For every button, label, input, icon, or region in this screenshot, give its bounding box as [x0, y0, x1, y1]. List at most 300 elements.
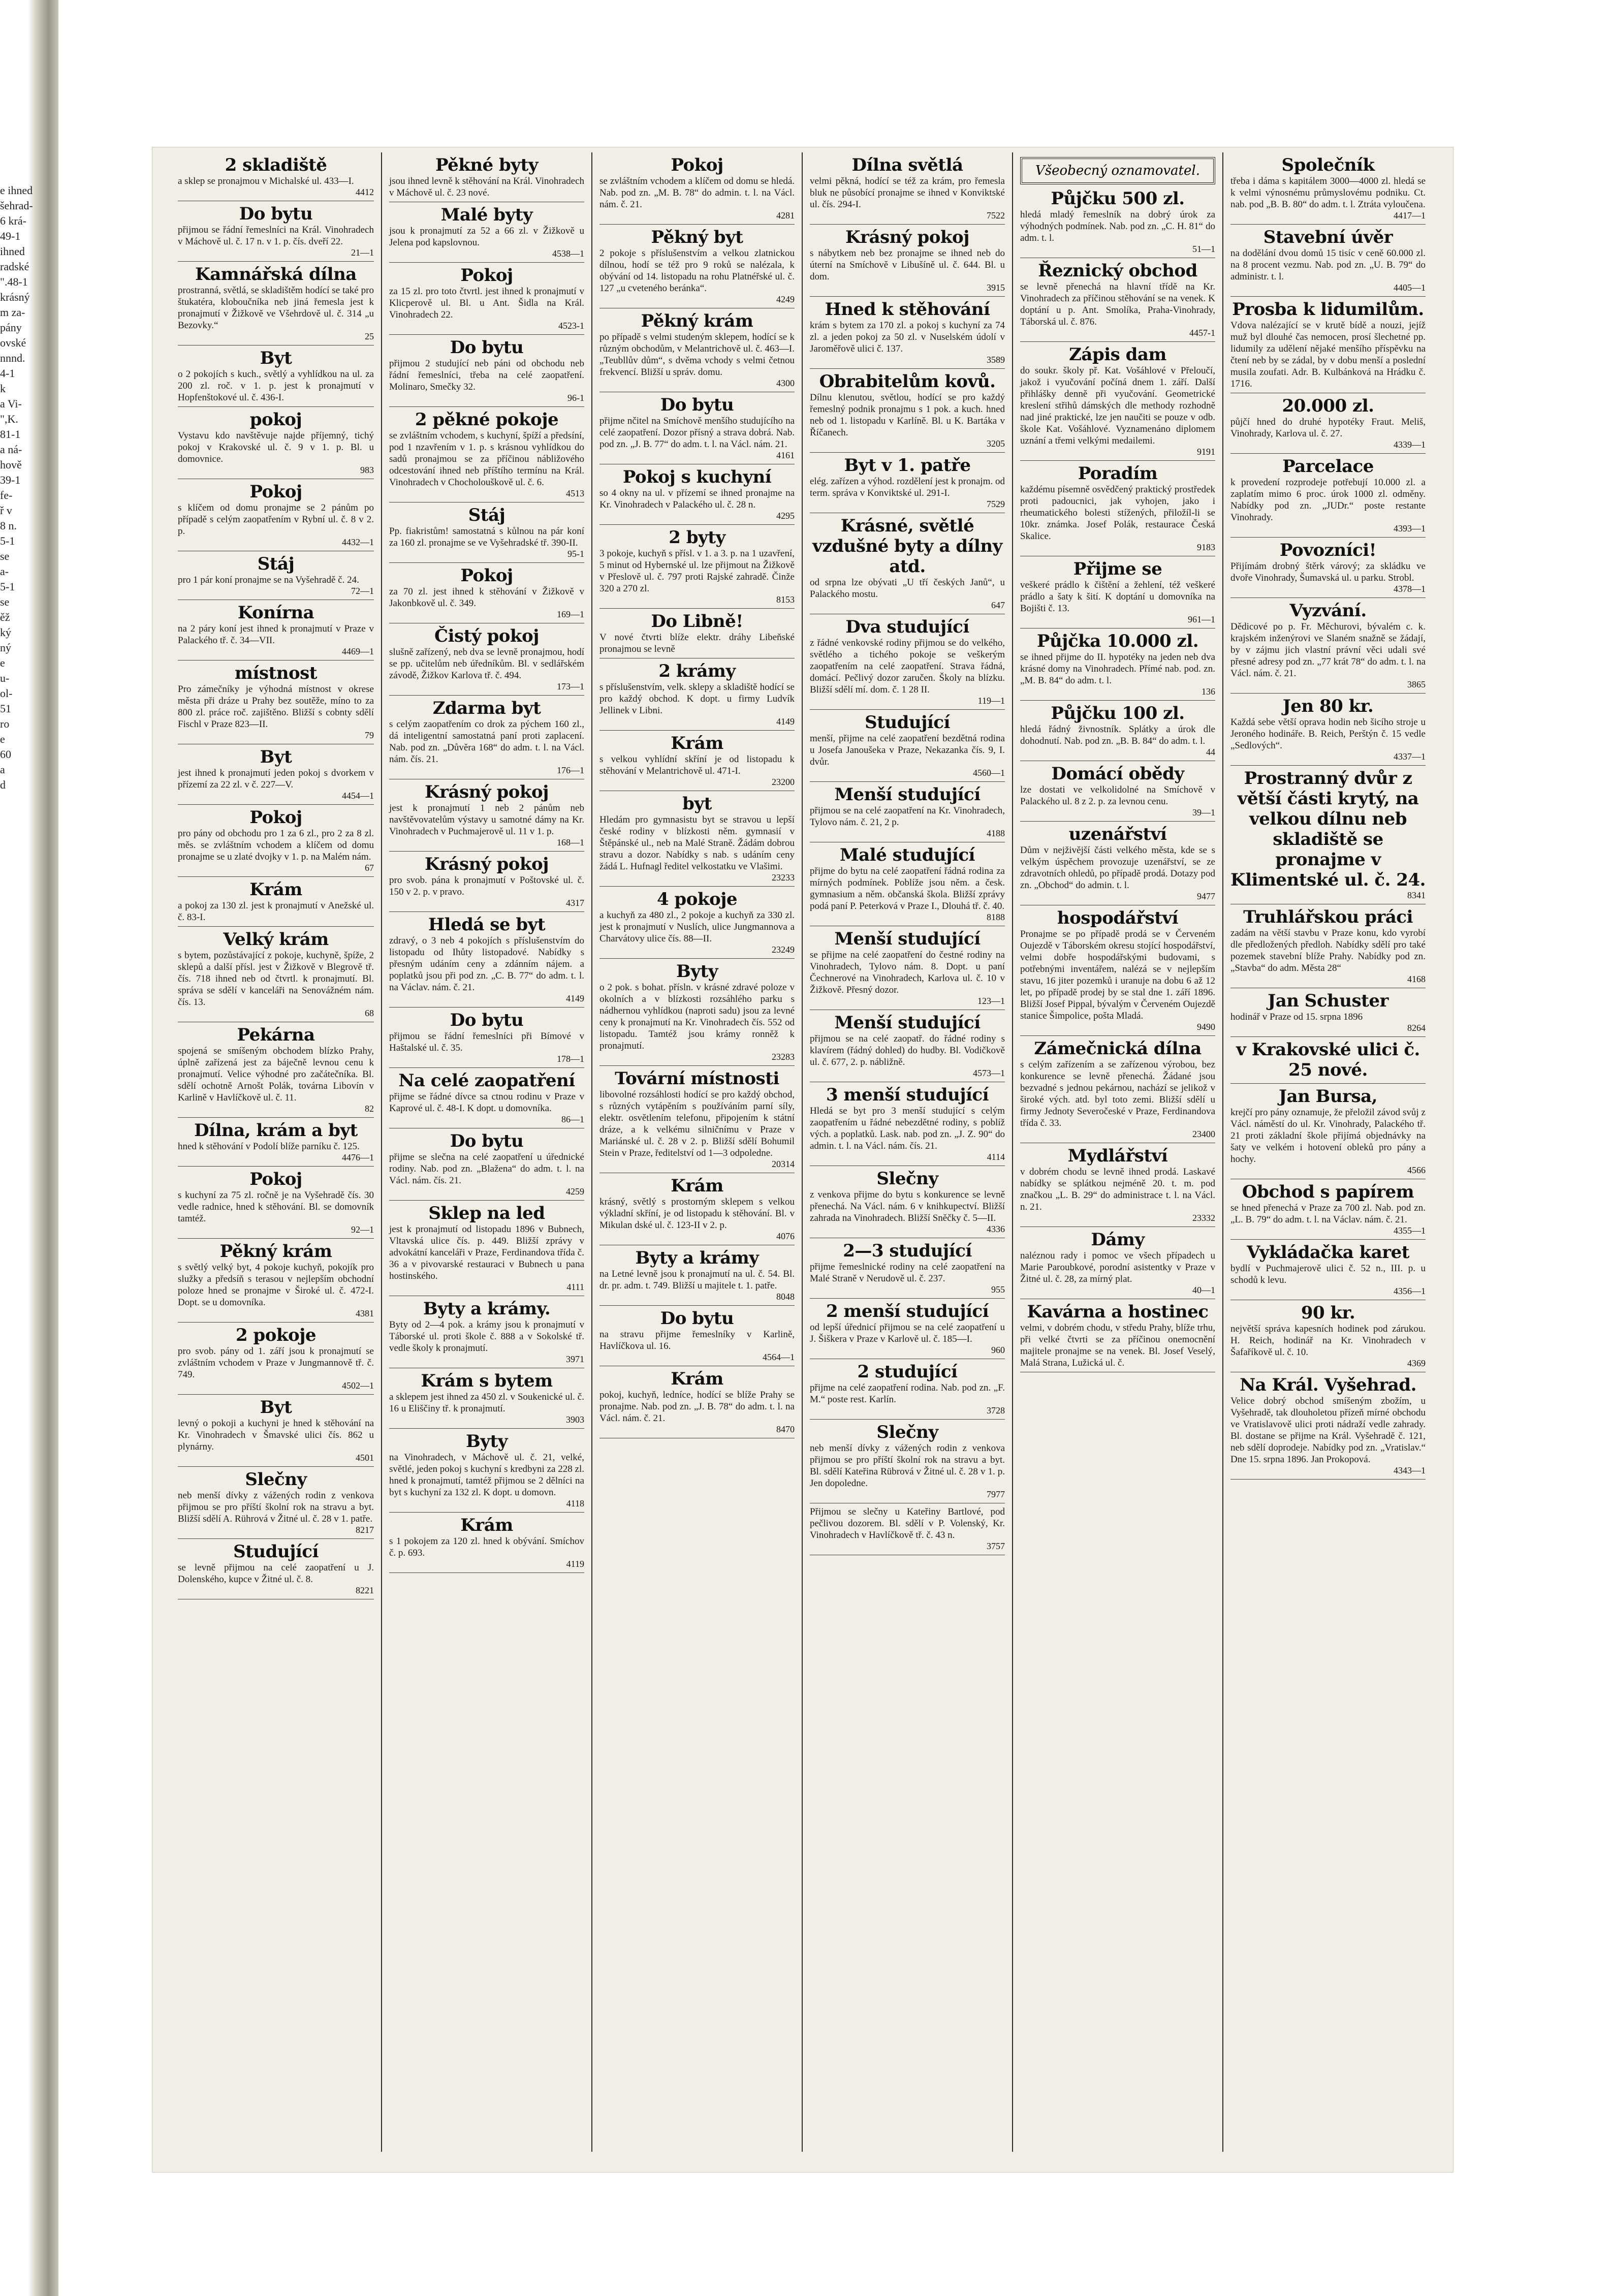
left-edge-fragment: a Vi- [0, 397, 22, 410]
ad-title: 4 pokoje [656, 889, 738, 909]
ad-text: bydlí v Puchmajerově ulici č. 52 n., III. p. u schodů k levu. [1230, 1263, 1426, 1285]
ad-reference-number: 4336 [987, 1224, 1005, 1234]
classified-ad [178, 1395, 374, 1467]
left-edge-fragment: a ná- [0, 443, 22, 456]
ad-title: Krám s bytem [421, 1371, 553, 1391]
ad-text: s celým zařízením a se zařízenou výrobou, bez konkurence se levně přenechá. Žádané jsou bezvadné s jednou pekárnou, nachází se jelikož v široké vých. atd. byl toto zemi. Bližší sdělí u firmy Jednoty Severočeské v Praze, Ferdinandova třída č. 33. [1020, 1059, 1215, 1128]
ad-title: Stáj [468, 505, 506, 525]
ad-title: 2 studující [857, 1362, 958, 1382]
ad-reference-number: 3915 [987, 282, 1005, 293]
left-edge-fragment: e [0, 656, 5, 669]
ad-title: Pekárna [237, 1025, 315, 1045]
ad-title: Byt v 1. patře [844, 455, 971, 476]
left-edge-fragment: nnnd. [0, 352, 25, 364]
ad-reference-number: 51—1 [1192, 244, 1215, 254]
classified-ad [178, 345, 374, 407]
classified-ad [1230, 1179, 1426, 1240]
classified-ad [1230, 1084, 1426, 1179]
ad-reference-number: 4476—1 [342, 1152, 374, 1162]
ad-title: Byt [260, 348, 292, 368]
ad-title: Pokoj [249, 482, 302, 502]
ad-title: 2 pokoje [235, 1325, 317, 1345]
classified-ad [389, 1429, 584, 1513]
ad-title: Obrabitelům kovů. [819, 371, 996, 392]
ad-text: jest k pronajmutí 1 neb 2 pánům neb navštěvovatelům výstavy u samotné dámy na Kr. Vinohradech v Puchmajerově ul. 11 v 1. p. [389, 803, 584, 837]
ad-reference-number: 8217 [356, 1525, 374, 1535]
ad-reference-number: 8048 [776, 1292, 795, 1302]
ad-reference-number: 3865 [1407, 679, 1426, 689]
ad-title: Pěkný byt [651, 227, 743, 247]
left-edge-fragment: krásný [0, 291, 30, 303]
classified-ad [389, 202, 584, 263]
ad-reference-number: 7522 [987, 210, 1005, 221]
ad-title: Slečny [245, 1469, 307, 1490]
left-edge-fragment: 8 n. [0, 519, 17, 532]
ad-reference-number: 92—1 [351, 1224, 374, 1235]
classified-ad [389, 1368, 584, 1429]
ad-title: Dva studující [845, 617, 969, 637]
classified-ad [389, 263, 584, 335]
column-4 [802, 152, 1012, 2152]
ad-reference-number: 955 [991, 1284, 1005, 1295]
ad-reference-number: 4111 [566, 1282, 584, 1292]
classified-ad [1230, 598, 1426, 694]
ad-title: pokoj [249, 410, 302, 430]
classified-ad [178, 1539, 374, 1599]
ad-reference-number: 79 [365, 730, 374, 740]
classified-ad [1230, 1037, 1426, 1084]
classified-ad [389, 152, 584, 202]
ad-text: Byty od 2—4 pok. a krámy jsou k pronajmutí v Táborské ul. proti škole č. 888 a v Sokolské tř. vedle školy k pronajmutí. [389, 1319, 584, 1354]
ad-reference-number: 9191 [1197, 447, 1215, 457]
classified-ad [389, 696, 584, 779]
ad-text: za 70 zl. jest ihned k stěhování v Žižkově v Jakonbkově ul. č. 349. [389, 586, 584, 609]
ad-text: přijme nčitel na Smíchově menšího studujícího na celé zaopatření. Dozor přísný a strava dobrá. Nab. pod zn. „J. B. 77“ do adm. t. l. na Václ. nám. 21. [599, 416, 795, 450]
classified-ad [810, 842, 1005, 926]
classified-ad [599, 731, 795, 791]
ad-reference-number: 119—1 [977, 696, 1005, 706]
left-edge-fragment: a- [0, 565, 9, 578]
classified-ad [178, 201, 374, 262]
classified-ad [1230, 393, 1426, 454]
classified-ad [389, 912, 584, 1008]
ad-text: slušně zařízený, neb dva se levně pronajmou, hodí se pp. učitelům neb úředníkům. Bl. v sedlářském závodě, Žižkov Karlova tř. č. 494. [389, 647, 584, 681]
ad-text: prostranná, světlá, se skladištěm hodící se také pro štukatéra, kloboučníka neb jiná řemesla jest k pronajmutí v Žižkově ve Všehrdově ul. č. 314 „u Bezovky.“ [178, 285, 374, 331]
ad-reference-number: 23249 [772, 945, 795, 955]
classified-ad [1020, 1036, 1215, 1143]
left-edge-fragment: 49-1 [0, 230, 21, 242]
ad-title: Dílna světlá [851, 155, 963, 175]
ad-text: Vdova nalézající se v krutě bídě a nouzi, jejíž muž byl dlouhé čas nemocen, prosí šlechetné pp. lidumily za udělení nějaké menšího příspěvku na čtení neb by se zádal, by v dobu menší a poslední musila zoufati. Adr. B. Kulbánková na Hrádku č. 1716. [1230, 320, 1426, 389]
ad-text: s příslušenstvím, velk. sklepy a skladiště hodící se pro každý obchod. K dopt. u firmy Ludvík Jellinek v Libni. [599, 682, 795, 716]
ad-title: 20.000 zl. [1282, 396, 1374, 416]
ad-reference-number: 4393—1 [1394, 523, 1426, 533]
classified-ad [178, 262, 374, 345]
left-edge-fragment: se [0, 595, 10, 608]
ad-text: do soukr. školy př. Kat. Vošáhlové v Přeloučí, jakož i vyučování počíná dnem 1. září. Další přihlášky denně při vyučování. Geometrické kreslení střihů dámských dle methody rozhodně nad jiné praktické, lze jen naučiti se pouze v odb. škole Kat. Vošáhlové. Vyznamenáno diplomem uznání a třemi velkými medailemi. [1020, 365, 1215, 446]
classified-ad [810, 513, 1005, 614]
ad-title: Zdarma byt [432, 698, 541, 718]
classified-ad [810, 369, 1005, 453]
ad-reference-number: 4295 [776, 511, 795, 521]
ad-title: Byt [260, 1397, 292, 1418]
ad-text: Dědicové po p. Fr. Měchurovi, bývalém c. k. krajském inženýrovi ve Slaném snažně se žádají, by v zájmu jich vlastní právní věci udali své přesné adresy pod zn. „77 krát 78“ do adm. t. l. na Václ. nám. č. 21. [1230, 621, 1426, 679]
ad-text: so 4 okny na ul. v přízemí se ihned pronajme na Kr. Vinohradech v Palackého ul. č. 28 n. [599, 488, 795, 510]
classified-ad [178, 600, 374, 661]
column-5 [1012, 152, 1222, 2152]
ad-text: na 2 páry koní jest ihned k pronajmutí v Praze v Palackého tř. č. 34—VII. [178, 623, 374, 646]
ad-text: a pokoj za 130 zl. jest k pronajmutí v Anežské ul. č. 83-I. [178, 900, 374, 923]
ad-title: Krásný pokoj [425, 782, 549, 802]
ad-reference-number: 961—1 [1188, 614, 1215, 624]
ad-reference-number: 4339—1 [1394, 439, 1426, 450]
ad-text: zadám na větší stavbu v Praze konu, kdo vyrobí dle předložených předloh. Nabídky sdělí pro také pozemek stavební blíže Prahy. Nabídky pod zn. „Stavba“ do adm. Města 28“ [1230, 928, 1426, 973]
left-edge-fragment: 81-1 [0, 428, 21, 441]
classified-ad [599, 1306, 795, 1366]
ad-reference-number: 4300 [776, 378, 795, 388]
ad-text: přijme se řádné dívce sa ctnou rodinu v Praze v Kaprové ul. č. 48-I. K dopt. u domovníka. [389, 1091, 584, 1114]
ad-reference-number: 4412 [356, 187, 374, 197]
classified-ad [599, 1366, 795, 1438]
ad-text: s kuchyní za 75 zl. ročně je na Vyšehradě čís. 30 vedle radnice, hned k stěhování. Bl. se domovník tamtéž. [178, 1190, 374, 1224]
ad-title: Krásný pokoj [845, 227, 969, 247]
classified-ad [599, 791, 795, 887]
column-2 [381, 152, 591, 2152]
ad-reference-number: 9490 [1197, 1022, 1215, 1032]
ad-reference-number: 4114 [987, 1152, 1005, 1162]
classified-ad [810, 1420, 1005, 1503]
ad-reference-number: 4566 [1407, 1165, 1426, 1175]
ad-title: Do Libně! [651, 611, 743, 632]
ad-title: Do bytu [450, 337, 524, 358]
ad-title: Hned k stěhování [825, 299, 990, 320]
ad-reference-number: 178—1 [557, 1054, 584, 1064]
classified-ad [599, 1173, 795, 1245]
ad-reference-number: 7977 [987, 1489, 1005, 1499]
left-edge-fragment: ovské [0, 336, 26, 349]
classified-ad [810, 710, 1005, 782]
ad-text: menší, přijme na celé zaopatření bezdětná rodina u Josefa Janoušeka v Praze, Nekazanka čís. 9, I. dvůr. [810, 733, 1005, 767]
ad-reference-number: 21—1 [351, 247, 374, 258]
left-edge-fragment: u- [0, 672, 10, 684]
ad-text: pro svob. pána k pronajmutí v Poštovské ul. č. 150 v 2. p. v pravo. [389, 875, 584, 897]
left-edge-fragment: 51 [0, 702, 11, 715]
ad-text: a sklep se pronajmou v Michalské ul. 433—I. [178, 176, 354, 186]
ad-title: Byt [260, 747, 292, 767]
ad-reference-number: 4317 [566, 898, 584, 908]
ad-text: přijmou se řádní řemeslníci při Bímové v Haštalské ul. č. 35. [389, 1031, 584, 1053]
ad-reference-number: 173—1 [557, 681, 584, 691]
ad-text: veškeré prádlo k čištění a žehlení, též veškeré prádlo a šaty k šití. K doptání u domovníka na Bojišti č. 13. [1020, 580, 1215, 614]
classified-ad [389, 1296, 584, 1368]
classified-ad [1230, 454, 1426, 538]
classified-ad [389, 407, 584, 502]
ad-text: jest ihned k pronajmutí jeden pokoj s dvorkem v přízemí za 22 zl. v č. 227—V. [178, 768, 374, 790]
classified-ad [389, 563, 584, 623]
ad-title: Dámy [1091, 1230, 1145, 1250]
ad-text: po případě s velmi studeným sklepem, hodící se k různým obchodům, v Melantrichově ul. č. 463—I. „Teubllův dům“, s dvěma vchody s velmi četnou frekvencí. Bližší u správ. domu. [599, 332, 795, 378]
left-edge-fragment: ěž [0, 611, 10, 623]
ad-title: Menší studující [834, 1013, 981, 1033]
ad-text: Hledám pro gymnasistu byt se stravou u lepší české rodiny v blízkosti něm. gymnasií v Štěpánské ul., neb na Malé Straně. Žádám dobrou stravu a dozor. Nabídky s nab. s udáním ceny žádá L. Hufnagl ředitel velkostatku ve Vlašimi. [599, 814, 795, 872]
classified-ad [389, 1513, 584, 1573]
left-edge-fragment: ký [0, 626, 11, 639]
ad-reference-number: 39—1 [1192, 807, 1215, 817]
ad-text: na Letné levně jsou k pronajmutí na ul. č. 54. Bl. dr. pr. adm. t. 749. Bližší u majitele t. 1. patře. [599, 1269, 795, 1291]
left-edge-fragment: šehrad- [0, 199, 33, 212]
ad-reference-number: 23200 [772, 777, 795, 787]
left-edge-fragment: d [0, 778, 6, 791]
ad-title: Zápis dam [1069, 344, 1166, 365]
classified-ad [178, 407, 374, 479]
ad-text: přijmou se na celé zaopatř. do řádné rodiny s klavírem (řádný dohled) do hudby. Bl. Vodičkově ul. č. 677, 2. p. nábližně. [810, 1033, 1005, 1067]
ad-reference-number: 4378—1 [1394, 584, 1426, 594]
ad-title: Do bytu [660, 395, 734, 415]
classified-ad [389, 335, 584, 407]
ad-text: s bytem, pozůstávající z pokoje, kuchyně, špíže, 2 sklepů a další přísl. jest v Žižkově v Blegrově tř. čís. 718 ihned neb od čtvrtl. k pronajmutí. Bl. správa se sdělí v kanceláři na Senovážném nám. čís. 13. [178, 950, 374, 1008]
ad-reference-number: 95-1 [567, 549, 584, 559]
ad-reference-number: 7529 [987, 499, 1005, 509]
ad-title: Krám [460, 1515, 513, 1535]
ad-title: Jan Schuster [1268, 991, 1388, 1011]
ad-title: Krám [671, 1369, 723, 1389]
ad-text: na Vinohradech, v Máchově ul. č. 21, velké, světlé, jeden pokoj s kuchyní s kredbyni za 228 zl. hned k pronajmutí, tamtéž přijmou se 2 dělníci na byt s kuchyní za 132 zl. K dopt. u domovn. [389, 1452, 584, 1498]
ad-reference-number: 8188 [987, 912, 1005, 922]
classified-ad [1230, 538, 1426, 598]
ad-text: hledá mladý řemeslník na dobrý úrok za výhodných podmínek. Nab. pod zn. „C. H. 81“ do adm. t. l. [1020, 209, 1215, 243]
ad-reference-number: 4337—1 [1394, 751, 1426, 762]
ad-reference-number: 4502—1 [342, 1380, 374, 1391]
ad-text: levný o pokoji a kuchyni je hned k stěhování na Kr. Vinohradech v Šmavské ulici čís. 862 u plynárny. [178, 1418, 374, 1452]
ad-reference-number: 176—1 [557, 765, 584, 775]
ad-reference-number: 4259 [566, 1186, 584, 1197]
ad-title: Jan Bursa, [1278, 1086, 1378, 1107]
ad-text: Dílnu klenutou, světlou, hodící se pro každý řemeslný podnik pronajmu s 1 pok. a kuch. hned neb od 1. listopadu v Karlíně. Bl. u K. Bartáka v Říčanech. [810, 392, 1005, 438]
ad-text: Vystavu kdo navštěvuje najde příjemný, tichý pokoj v Krakovské ul. č. 9 v 1. p. Bl. u domovnice. [178, 430, 374, 464]
ad-title: Dílna, krám a byt [194, 1120, 358, 1141]
classified-ad [599, 959, 795, 1066]
ad-text: přijme se slečna na celé zaopatření u úřednické rodiny. Nab. pod zn. „Blažena“ do adm. t. l. na Václ. nám. čís. 21. [389, 1152, 584, 1186]
ad-text: Dům v nejživější části velkého města, kde se s velkým úspěchem provozuje uzenářství, se ze zdravotních ohledů, po případě prodá. Dotazy pod zn. „Obchod“ do admin. t. l. [1020, 845, 1215, 891]
ad-text: Přijmou se slečny u Kateřiny Bartlové, pod pečlivou dozorem. Bl. sdělí v P. Volenský, Kr. Vinohradech v Havlíčkově tř. č. 43 n. [810, 1506, 1005, 1540]
ad-text: jsou ihned levně k stěhování na Král. Vinohradech v Máchově ul. č. 23 nové. [389, 176, 584, 198]
classified-ad [810, 782, 1005, 842]
ad-text: neb menší dívky z vážených rodin z venkova přijmou se pro příští školní rok na stravu a byt. Bližší sdělí A. Rührová v Žitné ul. č. 28 v 1. patře. [178, 1490, 374, 1524]
ad-text: neb menší dívky z vážených rodin z venkova přijmou se pro příští školní rok na stravu a byt. Bl. sdělí Kateřina Rübrová v Žitné ul. č. 28 v 1. p. Jen dopoledne. [810, 1443, 1005, 1489]
column-6 [1222, 152, 1433, 2152]
ad-text: s klíčem od domu pronajme se 2 pánům po případě s celým zaopatřením v Rybní ul. č. 8 v 2. p. [178, 502, 374, 537]
ad-text: pro 1 pár koní pronajme se na Vyšehradě č. 24. [178, 575, 359, 585]
ad-text: přijme do bytu na celé zaopatření řádná rodina za mírných podmínek. Poblíže jsou něm. a česk. gymnasium a něm. občanská škola. Bližší zprávy podá paní P. Peterková v Praze I., Dlouhá tř. č. 40. [810, 866, 1005, 911]
ad-text: největší správa kapesních hodinek pod zárukou. H. Reich, hodinář na Kr. Vinohradech v Šafaříkově ul. č. 10. [1230, 1324, 1426, 1358]
ad-text: z venkova přijme do bytu s konkurence se levně přenechá. Na Václ. nám. 6 v knihkupectví. Bližší zahrada na Vinohradech. Bližší Sněčky č. 5—II. [810, 1189, 1005, 1223]
ad-title: Vykládačka karet [1246, 1242, 1410, 1263]
classified-ad [389, 1201, 584, 1296]
ad-text: V nové čtvrti blíže elektr. dráhy Libeňské pronajmou se levně [599, 632, 795, 654]
ad-text: se zvláštním vchodem, s kuchyní, špíží a předsíní, pod 1 nzavřením v 1. p. s krásnou vyhlídkou do sadů pronajmou se za příčinou nábližového odcestování ihned neb příštího termínu na Král. Vinohradech v Chocholouškově ul. č. 6. [389, 430, 584, 488]
ad-reference-number: 8221 [356, 1585, 374, 1595]
ad-text: hodinář v Praze od 15. srpna 1896 [1230, 1012, 1363, 1022]
classified-ad [810, 453, 1005, 513]
left-edge-fragment: se [0, 550, 10, 562]
ad-title: Poradím [1078, 463, 1158, 484]
ad-title: Krásný pokoj [425, 854, 549, 874]
classified-ad [178, 744, 374, 805]
classified-ad [599, 609, 795, 658]
classified-ad [1020, 152, 1215, 258]
ad-reference-number: 4355—1 [1394, 1225, 1426, 1236]
ad-reference-number: 9477 [1197, 891, 1215, 901]
left-page-edge-text [0, 183, 51, 1047]
classified-ad [178, 479, 374, 551]
classified-ad [178, 1167, 374, 1239]
classified-ad [389, 852, 584, 912]
left-edge-fragment: fe- [0, 489, 13, 501]
classified-ad [389, 623, 584, 696]
ad-text: elég. zařízen a výhod. rozdělení jest k pronajm. od term. správa v Konviktské ul. 291-I. [810, 476, 1005, 498]
left-edge-fragment: 60 [0, 748, 11, 761]
classified-ad [1020, 761, 1215, 822]
classified-ad [1020, 905, 1215, 1036]
left-edge-fragment: e [0, 733, 5, 745]
classified-ad [810, 1299, 1005, 1359]
ad-reference-number: 4076 [776, 1231, 795, 1241]
ad-title: 2 byty [669, 527, 725, 548]
ad-title: místnost [235, 663, 317, 683]
ad-reference-number: 86—1 [561, 1114, 584, 1124]
ad-title: Řeznický obchod [1038, 261, 1197, 281]
left-edge-fragment: ihned [0, 245, 25, 258]
ad-reference-number: 169—1 [557, 609, 584, 619]
classified-ad [599, 525, 795, 609]
classified-ad [810, 614, 1005, 710]
ad-reference-number: 960 [991, 1345, 1005, 1355]
ad-text: jest k pronajmutí od listopadu 1896 v Bubnech, Vltavská ulice čís. p. 449. Bližší zprávy v advokátní kanceláři v Praze, Ferdinandova třída č. 36 a v pivovarské restauraci v Bubnech u pana hostinského. [389, 1224, 584, 1281]
ad-text: přijmou se na celé zaopatření na Kr. Vinohradech, Tylovo nám. č. 21, 2 p. [810, 805, 1005, 828]
ad-reference-number: 4564—1 [763, 1352, 795, 1362]
ad-title: 2 krámy [658, 661, 736, 681]
ad-reference-number: 3903 [566, 1414, 584, 1425]
ad-text: 2 pokoje s příslušenstvím a velkou zlatnickou dílnou, hodí se též pro 9 roků se nalézala, k obývání od 14. listopadu na rohu Platnéřské ul. č. 127 „u cveteného beránka“. [599, 248, 795, 294]
classified-ad [1020, 258, 1215, 342]
ad-reference-number: 4454—1 [342, 791, 374, 801]
ad-title: Kamnářská dílna [195, 264, 357, 285]
classified-ad [1230, 904, 1426, 988]
left-edge-fragment: 6 krá- [0, 214, 26, 227]
classified-ad [1020, 1299, 1215, 1372]
classified-ad [1020, 1227, 1215, 1299]
ad-title: Na celé zaopatření [398, 1071, 575, 1091]
ad-text: o 2 pok. s bohat. přísln. v krásné zdravé poloze v okolních a v blízkosti rozsáhlého parku s nádhernou vyhlídkou (naproti sadu) jsou za levné ceny k pronajmutí na Kr. Vinohradech čís. 552 od listopadu. Tamtéž jsou krámy ronněž k pronajmutí. [599, 982, 795, 1051]
left-edge-fragment: radské [0, 260, 29, 273]
ad-reference-number: 8264 [1407, 1023, 1426, 1033]
ad-reference-number: 4356—1 [1394, 1286, 1426, 1296]
classified-ad [1230, 1300, 1426, 1372]
ad-title: 2 skladiště [225, 155, 327, 175]
ad-reference-number: 82 [365, 1104, 374, 1114]
ad-text: na dodělání dvou domů 15 tisíc v ceně 60.000 zl. na 8 procent vezmu. Nab. pod zn. „U. B. 79“ do administr. t. l. [1230, 248, 1426, 282]
ad-reference-number: 3728 [987, 1405, 1005, 1416]
ad-title: Menší studující [834, 784, 981, 805]
classified-ad [178, 805, 374, 877]
classified-ad [178, 1022, 374, 1118]
classified-ad [1020, 1143, 1215, 1227]
ad-title: Studující [233, 1542, 319, 1562]
classified-ad [599, 1245, 795, 1306]
ad-title: 2—3 studující [843, 1241, 972, 1261]
ad-reference-number: 4405—1 [1394, 282, 1426, 293]
ad-text: Pronajme se po případě prodá se v Červeném Oujezdě v Táborském okresu stojící hospodářství, velmi dobře hospodářskými budovami, s potřebnými inventářem, nalézá se v nejlepším stavu, 16 jiter pozemků i uranuje na dobu 6 až 12 let, po případě prodej by se stal dne 1. září 1896. Bližší Josef Pippal, bývalým v Červeném Oujezdě stanice Šimpolice, pošta Mladá. [1020, 929, 1215, 1021]
ad-text: krásný, světlý s prostorným sklepem s velkou výkladní skříní, je od listopadu k stěhování. Bl. v Mikulan dské ul. č. 123-II v 2. p. [599, 1197, 795, 1231]
classified-ad [1230, 225, 1426, 297]
classified-ad [810, 297, 1005, 369]
ad-reference-number: 4118 [566, 1498, 584, 1508]
ad-title: Půjčku 100 zl. [1051, 703, 1185, 724]
ad-title: Krám [671, 733, 723, 753]
ad-title: Pěkný krám [641, 311, 753, 331]
ad-reference-number: 3757 [987, 1541, 1005, 1551]
column-1 [171, 152, 381, 2152]
ad-title: 90 kr. [1301, 1303, 1355, 1323]
ad-reference-number: 8153 [776, 594, 795, 605]
ad-reference-number: 647 [991, 600, 1005, 610]
ad-text: za 15 zl. pro toto čtvrtl. jest ihned k pronajmutí v Klicperově ul. Bl. u Ant. Šidla na Král. Vinohradech 22. [389, 286, 584, 320]
classified-ad [389, 779, 584, 852]
ad-title: Slečny [876, 1169, 938, 1189]
classified-ad [178, 1239, 374, 1323]
classified-ad [1230, 694, 1426, 766]
ad-reference-number: 983 [360, 465, 374, 475]
ad-title: Pěkné byty [435, 155, 539, 175]
ad-title: Pokoj [460, 565, 513, 586]
ad-title: Menší studující [834, 929, 981, 949]
ad-text: s 1 pokojem za 120 zl. hned k obývání. Smíchov č. p. 693. [389, 1536, 584, 1558]
ad-title: Do bytu [450, 1010, 524, 1030]
ad-reference-number: 67 [365, 863, 374, 873]
ad-text: Pp. fiakristům! samostatná s kůlnou na pár koní za 160 zl. pronajme se ve Vyšehradské tř. 390-II. [389, 526, 584, 548]
ad-title: Tovární místnosti [615, 1068, 779, 1089]
ad-text: k provedení rozprodeje potřebují 10.000 zl. a zaplatím mimo 6 proc. úrok 1000 zl. odměny. Nabídky pod zn. „JUDr.“ poste restante Vinohrady. [1230, 477, 1426, 523]
ad-reference-number: 123—1 [977, 996, 1005, 1006]
ad-title: Malé byty [440, 205, 533, 225]
ad-reference-number: 23400 [1192, 1129, 1215, 1139]
classified-ad [178, 152, 374, 201]
classified-ad [810, 1082, 1005, 1166]
left-edge-fragment: ro [0, 717, 10, 730]
classified-ad [389, 1128, 584, 1201]
ad-title: Truhlářskou práci [1243, 907, 1413, 927]
classified-ad [810, 152, 1005, 225]
classified-ad [1020, 822, 1215, 905]
ad-reference-number: 20314 [772, 1159, 795, 1169]
ad-text: se hned přenechá v Praze za 700 zl. Nab. pod zn. „L. B. 79“ do adm. t. l. na Václav. nám. č. 21. [1230, 1203, 1426, 1225]
ad-title: Krám [671, 1176, 723, 1196]
ad-text: s světlý velký byt, 4 pokoje kuchyň, pokojík pro služky a předsíň s terasou v nejlepším obchodní poloze hned se pronajme v Široké ul. č. 472-I. Dopt. se u domovníka. [178, 1262, 374, 1308]
ad-reference-number: 23283 [772, 1052, 795, 1062]
ad-reference-number: 72—1 [351, 586, 374, 596]
classified-ad [1020, 628, 1215, 701]
column-3 [591, 152, 802, 2152]
ad-text: třeba i dáma s kapitálem 3000—4000 zl. hledá se k velmi výnosnému průmyslovému podniku. Ct. nab. pod „B. B. 80“ do adm. t. l. Ztráta vyloučena. [1230, 176, 1426, 210]
ad-reference-number: 4501 [356, 1453, 374, 1463]
ad-reference-number: 8341 [1407, 890, 1426, 900]
ad-text: a sklepem jest ihned za 450 zl. v Soukenické ul. č. 16 u Eliščiny tř. k pronajmutí. [389, 1392, 584, 1414]
ad-text: naléznou rady i pomoc ve všech případech u Marie Paroubkové, porodní asistentky v Praze v Žitné ul. č. 28, za mírný plat. [1020, 1250, 1215, 1284]
classified-ad [1230, 152, 1426, 225]
ad-title: uzenářství [1068, 824, 1167, 844]
ad-reference-number: 4513 [566, 488, 584, 498]
ad-text: se zvláštním vchodem a klíčem od domu se hledá. Nab. pod zn. „M. B. 78“ do admin. t. l. na Václ. nám. č. 21. [599, 176, 795, 210]
